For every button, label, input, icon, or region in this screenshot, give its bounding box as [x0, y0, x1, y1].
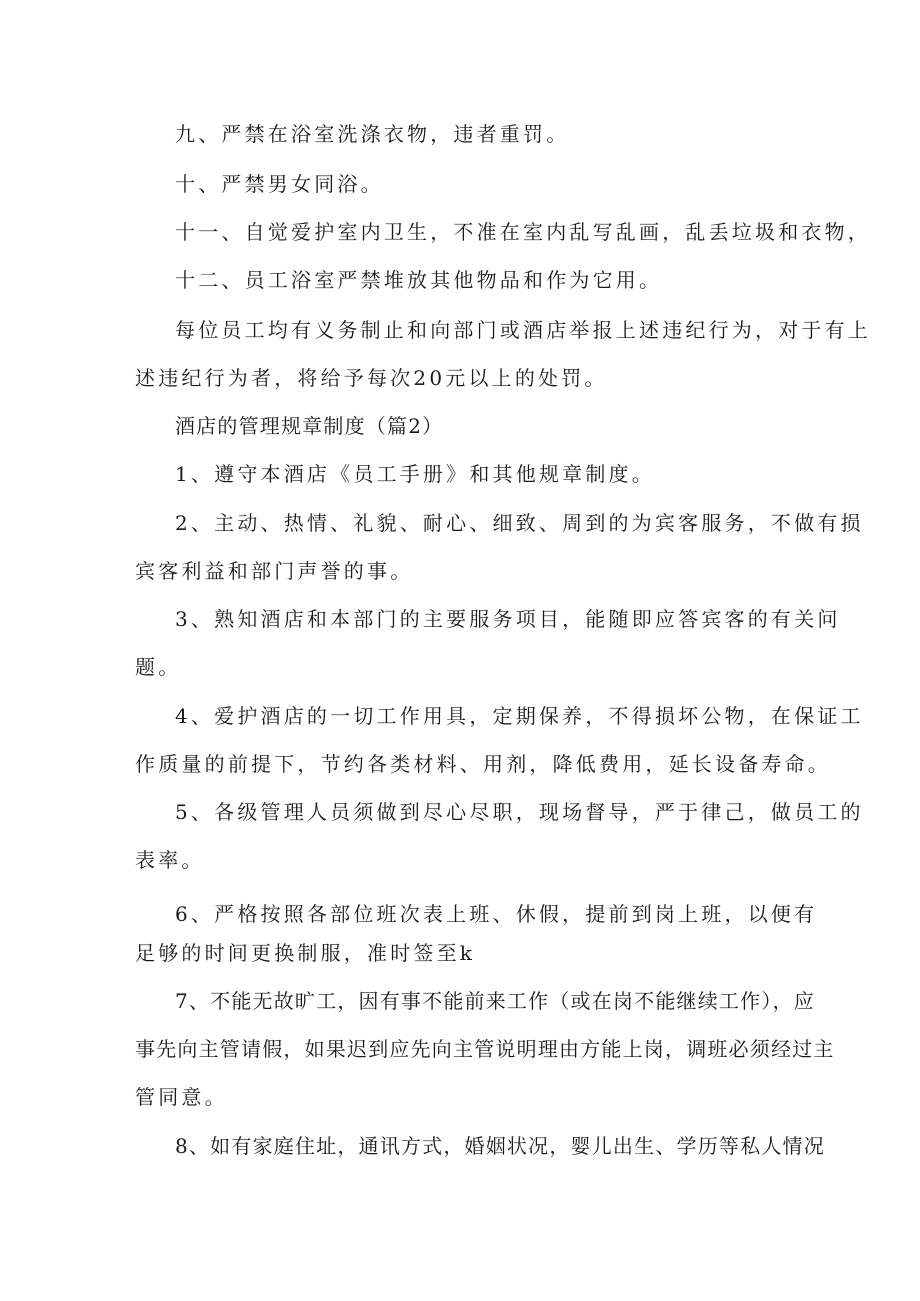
- rule-nine: 九、严禁在浴室洗涤衣物，违者重罚。: [175, 122, 570, 146]
- rule-2: 2、主动、热情、礼貌、耐心、细致、周到的为宾客服务，不做有损: [175, 511, 864, 535]
- paragraph-line: 管同意。: [135, 1085, 228, 1109]
- paragraph-line: 题。: [135, 655, 182, 679]
- paragraph-line: 述违纪行为者，将给予每次20元以上的处罚。: [135, 366, 608, 390]
- rule-twelve: 十二、员工浴室严禁堆放其他物品和作为它用。: [175, 268, 663, 292]
- rule-7: 7、不能无故旷工，因有事不能前来工作（或在岗不能继续工作），应: [175, 989, 815, 1013]
- rule-3: 3、熟知酒店和本部门的主要服务项目，能随即应答宾客的有关问: [175, 607, 841, 631]
- rule-8: 8、如有家庭住址，通讯方式，婚姻状况，婴儿出生、学历等私人情况: [175, 1134, 825, 1158]
- paragraph-line: 每位员工均有义务制止和向部门或酒店举报上述违纪行为，对于有上: [175, 318, 871, 342]
- rule-ten: 十、严禁男女同浴。: [175, 172, 384, 196]
- paragraph-line: 作质量的前提下，节约各类材料、用剂，降低费用，延长设备寿命。: [135, 752, 831, 776]
- rule-6: 6、严格按照各部位班次表上班、休假，提前到岗上班，以便有: [175, 902, 818, 926]
- section-heading: 酒店的管理规章制度（篇2）: [175, 414, 444, 438]
- paragraph-line: 宾客利益和部门声誉的事。: [135, 559, 414, 583]
- paragraph-line: 足够的时间更换制服，准时签至k: [135, 941, 476, 965]
- rule-5: 5、各级管理人员须做到尽心尽职，现场督导，严于律己，做员工的: [175, 800, 864, 824]
- rule-eleven: 十一、自觉爱护室内卫生，不准在室内乱写乱画，乱丢垃圾和衣物，: [175, 220, 871, 244]
- paragraph-line: 事先向主管请假，如果迟到应先向主管说明理由方能上岗，调班必须经过主: [135, 1037, 835, 1061]
- rule-4: 4、爱护酒店的一切工作用具，定期保养，不得损坏公物，在保证工: [175, 704, 864, 728]
- paragraph-line: 表率。: [135, 848, 205, 872]
- rule-1: 1、遵守本酒店《员工手册》和其他规章制度。: [175, 462, 655, 486]
